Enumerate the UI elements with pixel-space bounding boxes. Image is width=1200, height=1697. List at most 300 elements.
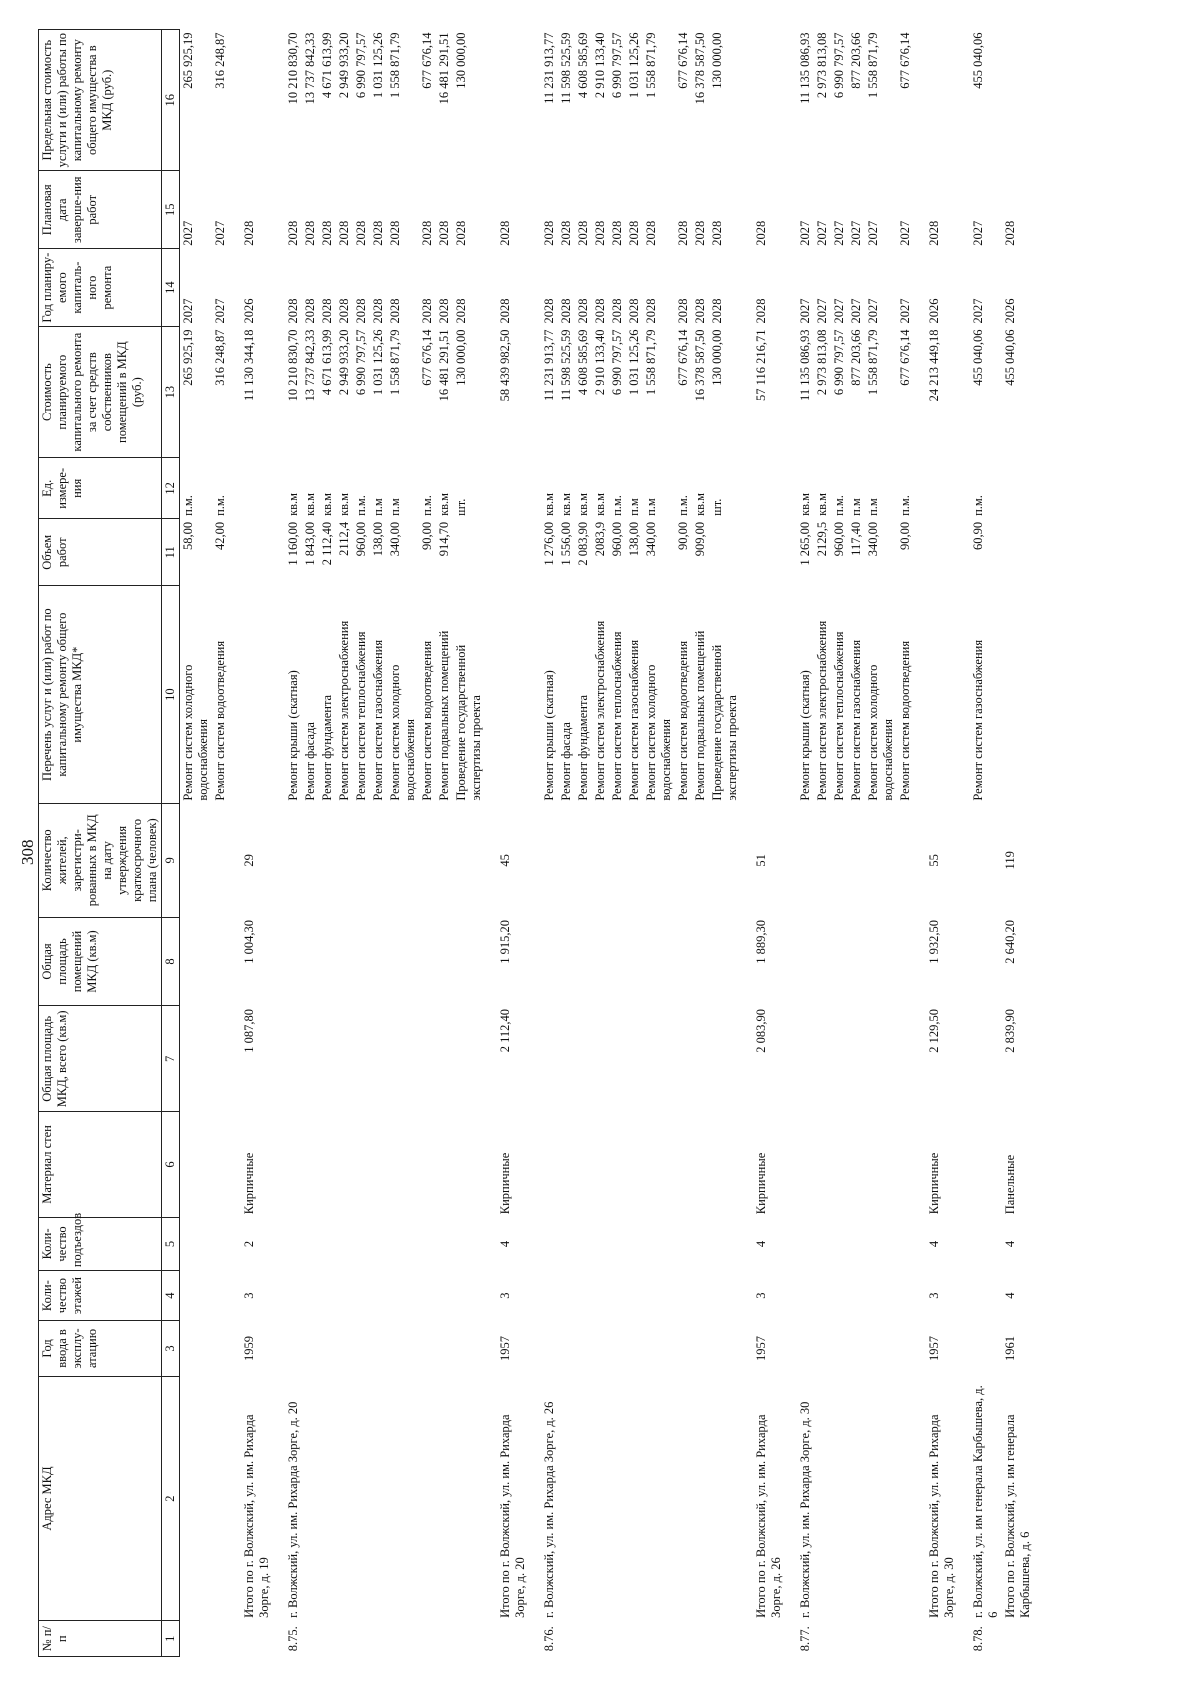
empty-cell — [541, 1321, 558, 1377]
end-year: 2027 — [815, 220, 829, 246]
limit-cost: 877 203,66 — [849, 32, 863, 89]
work-row — [865, 30, 897, 1657]
item-number — [453, 1621, 485, 1657]
empty-cell — [558, 1321, 575, 1377]
work-cost: 130 000,00 — [710, 329, 724, 386]
work-description: Ремонт фасада — [303, 722, 317, 801]
empty-cell — [353, 1321, 370, 1377]
total-area: 1 087,80 — [242, 1008, 256, 1053]
work-row — [831, 30, 848, 1657]
item-number — [609, 1621, 626, 1657]
total-address: Итого по г. Волжский, ул. им. Рихарда Зорге, д. 19 — [242, 1414, 271, 1618]
work-row — [370, 30, 387, 1657]
unit: п.м. — [181, 495, 195, 516]
work-row — [814, 30, 831, 1657]
end-year: 2028 — [354, 220, 368, 246]
unit: шт. — [710, 498, 724, 516]
item-number: 8.78. — [971, 1626, 985, 1652]
item-number — [865, 1621, 897, 1657]
empty-cell — [609, 1112, 626, 1218]
column-number: 7 — [162, 1006, 180, 1112]
repair-year: 2027 — [832, 298, 846, 324]
empty-cell — [387, 917, 419, 1006]
work-cost: 11 135 086,93 — [798, 329, 812, 401]
end-year: 2028 — [454, 220, 468, 246]
end-year: 2028 — [710, 220, 724, 246]
empty-cell — [797, 1271, 814, 1321]
empty-cell — [285, 1006, 302, 1112]
total-row — [241, 30, 273, 1657]
work-description: Ремонт подвальных помещений — [437, 630, 451, 801]
work-row — [212, 30, 229, 1657]
unit: п.м. — [213, 495, 227, 516]
work-cost: 11 598 525,59 — [559, 329, 573, 401]
empty-cell — [558, 917, 575, 1006]
total-area: 2 839,90 — [1003, 1008, 1017, 1053]
empty-cell — [926, 586, 958, 804]
empty-cell — [897, 1321, 914, 1377]
empty-cell — [1002, 586, 1034, 804]
end-year: 2028 — [242, 220, 256, 246]
column-header: Материал стен — [39, 1112, 162, 1218]
unit: п.м — [849, 498, 863, 516]
empty-cell — [709, 1006, 741, 1112]
repair-year: 2027 — [898, 298, 912, 324]
repair-year: 2028 — [388, 298, 402, 324]
limit-cost: 316 248,87 — [213, 32, 227, 89]
entrances: 4 — [927, 1240, 941, 1248]
empty-cell — [419, 1006, 436, 1112]
unit: кв.м — [303, 492, 317, 516]
total-cost: 24 213 449,18 — [927, 329, 941, 402]
column-number: 13 — [162, 327, 180, 458]
floors: 3 — [927, 1292, 941, 1299]
work-description: Ремонт крыши (скатная) — [286, 670, 300, 801]
empty-cell — [558, 1112, 575, 1218]
end-year: 2028 — [627, 220, 641, 246]
work-volume: 1 556,00 — [559, 521, 573, 566]
end-year: 2027 — [213, 220, 227, 246]
empty-cell — [336, 917, 353, 1006]
work-cost: 677 676,14 — [898, 329, 912, 386]
empty-cell — [285, 1321, 302, 1377]
work-cost: 2 910 133,40 — [593, 329, 607, 396]
limit-cost: 455 040,06 — [971, 32, 985, 89]
empty-cell — [370, 1217, 387, 1270]
empty-cell — [336, 804, 353, 917]
empty-cell — [897, 1112, 914, 1218]
item-number — [319, 1621, 336, 1657]
work-description: Ремонт систем теплоснабжения — [832, 631, 846, 801]
empty-cell — [1002, 458, 1034, 519]
unit: п.м. — [354, 495, 368, 516]
empty-cell — [336, 1217, 353, 1270]
work-volume: 1 265,00 — [798, 521, 812, 566]
limit-cost: 6 990 797,57 — [832, 32, 846, 99]
empty-cell — [180, 1217, 213, 1270]
empty-cell — [497, 30, 529, 171]
empty-cell — [387, 1271, 419, 1321]
empty-cell — [675, 804, 692, 917]
residents: 51 — [754, 854, 768, 867]
spacer-row — [785, 30, 797, 1657]
address: г. Волжский, ул. им. Рихарда Зорге, д. 20 — [286, 1401, 300, 1618]
empty-cell — [575, 1006, 592, 1112]
work-cost: 16 481 291,51 — [437, 329, 451, 402]
empty-cell — [370, 1271, 387, 1321]
unit: п.м — [388, 498, 402, 516]
address — [353, 1376, 370, 1621]
address — [709, 1376, 741, 1621]
floors: 3 — [754, 1292, 768, 1299]
empty-cell — [241, 1621, 273, 1657]
empty-cell — [675, 1112, 692, 1218]
work-row — [592, 30, 609, 1657]
work-cost: 1 558 871,79 — [644, 329, 658, 396]
empty-cell — [336, 1321, 353, 1377]
item-number — [212, 1621, 229, 1657]
address — [302, 1376, 319, 1621]
limit-cost: 1 031 125,26 — [371, 32, 385, 99]
end-year: 2028 — [420, 220, 434, 246]
limit-cost: 4 608 585,69 — [576, 32, 590, 99]
column-number: 15 — [162, 171, 180, 249]
limit-cost: 265 925,19 — [181, 32, 195, 89]
work-row — [848, 30, 865, 1657]
item-number — [575, 1621, 592, 1657]
work-volume: 340,00 — [866, 521, 880, 557]
work-description: Ремонт систем электроснабжения — [815, 620, 829, 801]
column-header: № п/п — [39, 1621, 162, 1657]
empty-cell — [241, 519, 273, 586]
limit-cost: 1 031 125,26 — [627, 32, 641, 99]
empty-cell — [831, 1006, 848, 1112]
entrances: 4 — [754, 1240, 768, 1248]
empty-cell — [970, 1006, 1002, 1112]
repair-year: 2028 — [303, 298, 317, 324]
empty-cell — [353, 1112, 370, 1218]
entrances: 4 — [498, 1240, 512, 1248]
end-year: 2028 — [371, 220, 385, 246]
empty-cell — [592, 1217, 609, 1270]
work-volume: 2112,4 — [337, 521, 351, 556]
column-number: 8 — [162, 917, 180, 1006]
empty-cell — [797, 804, 814, 917]
end-year: 2027 — [832, 220, 846, 246]
work-cost: 316 248,87 — [213, 329, 227, 386]
total-row — [1002, 30, 1034, 1657]
empty-cell — [797, 1006, 814, 1112]
empty-cell — [897, 1217, 914, 1270]
work-cost: 1 031 125,26 — [371, 329, 385, 396]
work-volume: 138,00 — [371, 521, 385, 557]
empty-cell — [453, 1217, 485, 1270]
unit: п.м — [866, 498, 880, 516]
empty-cell — [419, 1321, 436, 1377]
limit-cost: 11 231 913,77 — [542, 32, 556, 104]
column-number: 3 — [162, 1321, 180, 1377]
empty-cell — [897, 1006, 914, 1112]
spacer-cell — [273, 30, 285, 1657]
column-header: Год планиру-емого капиталь-ного ремонта — [39, 249, 162, 327]
empty-cell — [675, 1271, 692, 1321]
empty-cell — [675, 1006, 692, 1112]
column-number: 4 — [162, 1271, 180, 1321]
end-year: 2028 — [388, 220, 402, 246]
work-cost: 1 558 871,79 — [866, 329, 880, 396]
empty-cell — [370, 1112, 387, 1218]
limit-cost: 677 676,14 — [898, 32, 912, 89]
unit: кв.м — [693, 492, 707, 516]
residents: 45 — [498, 854, 512, 867]
address: г. Волжский, ул. им. Рихарда Зорге, д. 30 — [798, 1401, 812, 1618]
column-header: Год ввода в эксплу-атацию — [39, 1321, 162, 1377]
unit: кв.м — [798, 492, 812, 516]
unit: кв.м — [286, 492, 300, 516]
empty-cell — [370, 804, 387, 917]
empty-cell — [387, 1321, 419, 1377]
column-number: 11 — [162, 519, 180, 586]
work-volume: 90,00 — [420, 521, 434, 551]
repair-year: 2026 — [242, 298, 256, 324]
empty-cell — [180, 1006, 213, 1112]
end-year: 2027 — [849, 220, 863, 246]
year-built: 1957 — [754, 1335, 768, 1361]
empty-cell — [814, 1321, 831, 1377]
empty-cell — [212, 1217, 229, 1270]
empty-cell — [848, 804, 865, 917]
work-description: Ремонт систем водоотведения — [898, 640, 912, 801]
item-number — [814, 1621, 831, 1657]
work-volume: 960,00 — [610, 521, 624, 557]
work-description: Проведение государственной экспертизы проекта — [454, 644, 483, 801]
work-row — [419, 30, 436, 1657]
work-volume — [709, 519, 741, 586]
work-description: Ремонт систем водоотведения — [213, 640, 227, 801]
limit-cost: 1 558 871,79 — [644, 32, 658, 99]
empty-cell — [692, 1321, 709, 1377]
empty-cell — [831, 1271, 848, 1321]
empty-cell — [419, 1217, 436, 1270]
work-description: Проведение государственной экспертизы проекта — [710, 644, 739, 801]
unit: кв.м — [320, 492, 334, 516]
work-row — [970, 30, 1002, 1657]
empty-cell — [497, 586, 529, 804]
empty-cell — [419, 804, 436, 917]
empty-cell — [319, 1006, 336, 1112]
empty-cell — [609, 1271, 626, 1321]
limit-cost: 130 000,00 — [454, 32, 468, 89]
empty-cell — [609, 804, 626, 917]
empty-cell — [592, 917, 609, 1006]
end-year: 2028 — [559, 220, 573, 246]
column-header: Коли-чество подъездов — [39, 1217, 162, 1270]
year-built: 1959 — [242, 1335, 256, 1361]
empty-cell — [436, 917, 453, 1006]
item-number — [180, 1621, 213, 1657]
work-cost: 13 737 842,33 — [303, 329, 317, 402]
work-description: Ремонт систем холодного водоснабжения — [388, 664, 417, 801]
empty-cell — [865, 917, 897, 1006]
unit: п.м. — [832, 495, 846, 516]
item-number — [675, 1621, 692, 1657]
empty-cell — [302, 804, 319, 917]
empty-cell — [865, 1271, 897, 1321]
work-volume: 1 160,00 — [286, 521, 300, 566]
empty-cell — [609, 1006, 626, 1112]
column-header: Адрес МКД — [39, 1376, 162, 1621]
repair-year: 2026 — [1003, 298, 1017, 324]
end-year: 2028 — [337, 220, 351, 246]
total-address: Итого по г. Волжский, ул. им. Рихарда Зорге, д. 30 — [927, 1414, 956, 1618]
repair-year: 2028 — [576, 298, 590, 324]
work-volume: 909,00 — [693, 521, 707, 557]
empty-cell — [626, 1112, 643, 1218]
empty-cell — [753, 1621, 785, 1657]
empty-cell — [970, 917, 1002, 1006]
empty-cell — [285, 1217, 302, 1270]
empty-cell — [626, 1006, 643, 1112]
empty-cell — [497, 519, 529, 586]
work-cost: 677 676,14 — [420, 329, 434, 386]
empty-cell — [643, 1321, 675, 1377]
empty-cell — [865, 804, 897, 917]
work-row — [609, 30, 626, 1657]
empty-cell — [453, 1112, 485, 1218]
residents: 55 — [927, 854, 941, 867]
empty-cell — [865, 1006, 897, 1112]
empty-cell — [212, 1006, 229, 1112]
empty-cell — [848, 1271, 865, 1321]
work-row — [797, 30, 814, 1657]
repair-year: 2028 — [371, 298, 385, 324]
empty-cell — [643, 1271, 675, 1321]
end-year: 2028 — [754, 220, 768, 246]
empty-cell — [675, 917, 692, 1006]
empty-cell — [353, 1006, 370, 1112]
empty-cell — [541, 1006, 558, 1112]
address — [626, 1376, 643, 1621]
work-volume: 117,40 — [849, 521, 863, 556]
repair-year: 2028 — [498, 298, 512, 324]
unit: п.м. — [676, 495, 690, 516]
empty-cell — [814, 917, 831, 1006]
empty-cell — [541, 1112, 558, 1218]
address — [419, 1376, 436, 1621]
empty-cell — [353, 1217, 370, 1270]
item-number — [336, 1621, 353, 1657]
work-description: Ремонт систем электроснабжения — [593, 620, 607, 801]
spacer-cell — [914, 30, 926, 1657]
empty-cell — [497, 1621, 529, 1657]
end-year: 2028 — [693, 220, 707, 246]
limit-cost: 1 558 871,79 — [866, 32, 880, 99]
empty-cell — [709, 804, 741, 917]
address — [387, 1376, 419, 1621]
address: г. Волжский, ул. им. Рихарда Зорге, д. 26 — [542, 1401, 556, 1618]
work-cost: 2 973 813,08 — [815, 329, 829, 396]
empty-cell — [592, 1006, 609, 1112]
empty-cell — [436, 804, 453, 917]
empty-cell — [970, 804, 1002, 917]
end-year: 2028 — [644, 220, 658, 246]
work-description: Ремонт крыши (скатная) — [542, 670, 556, 801]
empty-cell — [575, 1271, 592, 1321]
empty-cell — [436, 1006, 453, 1112]
empty-cell — [387, 1217, 419, 1270]
premises-area: 1 915,20 — [498, 920, 512, 964]
empty-cell — [643, 804, 675, 917]
empty-cell — [575, 804, 592, 917]
address — [692, 1376, 709, 1621]
work-volume: 1 843,00 — [303, 521, 317, 566]
premises-area: 2 640,20 — [1003, 920, 1017, 964]
total-address: Итого по г. Волжский, ул. им генерала Карбышева, д. 6 — [1003, 1414, 1032, 1618]
end-year: 2028 — [1003, 220, 1017, 246]
end-year: 2027 — [866, 220, 880, 246]
table-header — [39, 30, 180, 1657]
work-row — [541, 30, 558, 1657]
empty-cell — [753, 519, 785, 586]
column-header: Плановая дата заверше-ния работ — [39, 171, 162, 249]
column-number: 16 — [162, 30, 180, 171]
year-built: 1957 — [927, 1335, 941, 1361]
item-number — [897, 1621, 914, 1657]
empty-cell — [319, 1112, 336, 1218]
empty-cell — [831, 1217, 848, 1270]
unit: кв.м — [559, 492, 573, 516]
column-number: 10 — [162, 586, 180, 804]
empty-cell — [212, 804, 229, 917]
limit-cost: 6 990 797,57 — [610, 32, 624, 99]
empty-cell — [814, 1271, 831, 1321]
address — [897, 1376, 914, 1621]
empty-cell — [1002, 30, 1034, 171]
unit: кв.м — [437, 492, 451, 516]
work-cost: 16 378 587,50 — [693, 329, 707, 402]
work-cost: 1 558 871,79 — [388, 329, 402, 396]
work-volume: 2129,5 — [815, 521, 829, 557]
empty-cell — [558, 1217, 575, 1270]
total-address: Итого по г. Волжский, ул. им. Рихарда Зорге, д. 20 — [498, 1414, 527, 1618]
work-volume: 960,00 — [354, 521, 368, 557]
total-cost: 58 439 982,50 — [498, 329, 512, 402]
empty-cell — [643, 1112, 675, 1218]
work-row — [643, 30, 675, 1657]
unit: кв.м — [815, 492, 829, 516]
work-cost: 6 990 797,57 — [832, 329, 846, 396]
repair-year: 2027 — [181, 298, 195, 324]
unit: кв.м — [337, 492, 351, 516]
item-number — [643, 1621, 675, 1657]
end-year: 2027 — [898, 220, 912, 246]
spacer-row — [273, 30, 285, 1657]
unit: п.м. — [610, 495, 624, 516]
limit-cost: 16 481 291,51 — [437, 32, 451, 105]
empty-cell — [212, 1271, 229, 1321]
empty-cell — [692, 1271, 709, 1321]
empty-cell — [541, 1217, 558, 1270]
empty-cell — [453, 804, 485, 917]
address — [180, 1376, 213, 1621]
empty-cell — [319, 917, 336, 1006]
empty-cell — [814, 1217, 831, 1270]
end-year: 2028 — [927, 220, 941, 246]
empty-cell — [970, 1217, 1002, 1270]
page-number: 308 — [18, 839, 37, 865]
end-year: 2028 — [498, 220, 512, 246]
empty-cell — [575, 1217, 592, 1270]
